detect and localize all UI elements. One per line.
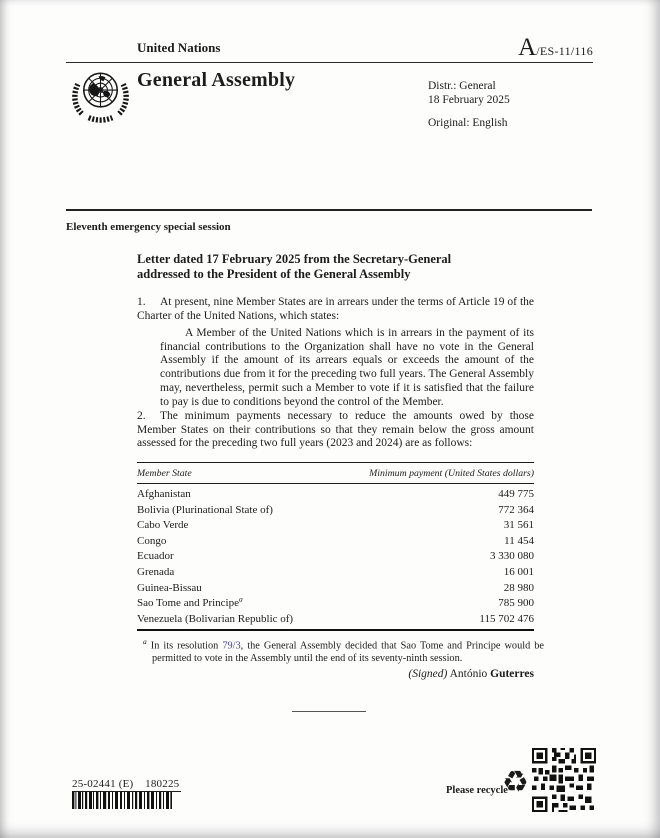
un-emblem-icon xyxy=(69,67,132,128)
please-recycle-label: Please recycle xyxy=(446,785,508,796)
amount-cell: 115 702 476 xyxy=(479,612,534,625)
barcode xyxy=(72,792,172,814)
table-row xyxy=(137,518,534,534)
page-title: General Assembly xyxy=(137,69,296,91)
paragraph-1-text: At present, nine Member States are in arrears under the terms of Article 19 of the Charter of the United Nations, which states: xyxy=(137,296,534,322)
signed-label: (Signed) xyxy=(408,668,448,680)
member-state-cell: Congo xyxy=(137,534,167,547)
amount-cell: 11 454 xyxy=(504,534,534,547)
amount-cell: 16 001 xyxy=(503,565,534,578)
member-state-cell: Afghanistan xyxy=(137,488,191,500)
footnote-marker: a xyxy=(143,637,147,646)
member-state-cell: Ecuador xyxy=(137,550,174,563)
column-header-member-state: Member State xyxy=(137,468,192,479)
footnote-reference: a xyxy=(238,594,243,604)
distr-date: 18 February 2025 xyxy=(428,93,510,106)
resolution-link[interactable]: 79/3 xyxy=(222,640,241,652)
document-symbol-number: /ES-11/116 xyxy=(536,44,593,58)
distr-line: Distr.: General xyxy=(428,80,496,92)
signature-line xyxy=(137,668,534,680)
table-row xyxy=(137,549,534,565)
table-header-row xyxy=(137,463,534,484)
document-symbol-letter: A xyxy=(518,34,537,61)
amount-cell: 31 561 xyxy=(503,519,534,532)
letter-heading-line1: Letter dated 17 February 2025 from the Secretary-General xyxy=(137,252,452,266)
letter-heading-line2: addressed to the President of the General Assembly xyxy=(137,267,411,281)
distribution-block xyxy=(428,80,510,107)
column-header-minimum-payment: Minimum payment (United States dollars) xyxy=(369,468,534,479)
table-body xyxy=(137,484,534,631)
org-name: United Nations xyxy=(137,40,221,55)
footnote-text-post: , the General Assembly decided that Sao Tome and Principe would be permitted to vote in the Assembly until the end of its seventy-ninth session. xyxy=(152,640,544,665)
table-row xyxy=(137,612,534,628)
recycle-icon: ♻ xyxy=(502,765,529,800)
member-state-cell: Cabo Verde xyxy=(137,519,189,532)
signatory-first-name: António xyxy=(447,668,491,680)
letter-heading xyxy=(137,252,557,282)
footnote xyxy=(143,635,544,665)
arrears-table xyxy=(137,462,534,631)
table-row xyxy=(137,581,534,597)
paragraph-1-number: 1. xyxy=(137,296,146,308)
table-row xyxy=(137,565,534,581)
table-row xyxy=(137,534,534,550)
footnote-text-pre: In its resolution xyxy=(146,640,223,652)
paragraph-2-number: 2. xyxy=(137,410,146,422)
session-rule xyxy=(66,209,592,211)
table-row xyxy=(137,596,534,612)
paragraph-2 xyxy=(137,410,534,451)
signatory-surname: Guterres xyxy=(490,668,534,680)
session-title: Eleventh emergency special session xyxy=(66,221,231,233)
amount-cell: 28 980 xyxy=(503,581,534,594)
amount-cell: 772 364 xyxy=(498,503,534,516)
original-language: Original: English xyxy=(428,117,508,129)
qr-code-icon xyxy=(532,748,596,817)
member-state-cell: Grenada xyxy=(137,565,175,578)
article-19-quote: A Member of the United Nations which is in arrears in the payment of its financial contributions to the Organization shall have no vote in the General Assembly if the amount of its arrears equals or exceeds the amount of the contributions due from it for the preceding two full years. The General Assembly may, nevertheless, permit such a Member to vote if it is satisfied that the failure to pay is due to conditions beyond the control of the Member. xyxy=(160,327,534,408)
table-row xyxy=(137,487,534,503)
paragraph-2-text: The minimum payments necessary to reduce the amounts owed by those Member States on their contributions so that they remain below the gross amount assessed for the preceding two full years (2023 and 2024) are as follows: xyxy=(137,410,534,450)
member-state-cell: Bolivia (Plurinational State of) xyxy=(137,503,273,516)
job-number: 25-02441 (E) 180225 xyxy=(72,778,180,790)
amount-cell: 3 330 080 xyxy=(490,550,534,563)
member-state-cell: Guinea-Bissau xyxy=(137,581,202,594)
member-state-cell: Venezuela (Bolivarian Republic of) xyxy=(137,612,294,625)
table-row xyxy=(137,503,534,519)
amount-cell: 785 900 xyxy=(498,597,534,610)
paragraph-1 xyxy=(137,296,534,323)
member-state-cell: Sao Tome and Principe$^a$ xyxy=(137,594,243,610)
amount-cell: 449 775 xyxy=(498,488,534,500)
document-symbol xyxy=(518,34,593,62)
end-of-letter-rule xyxy=(292,711,366,712)
masthead-rule xyxy=(66,62,593,63)
